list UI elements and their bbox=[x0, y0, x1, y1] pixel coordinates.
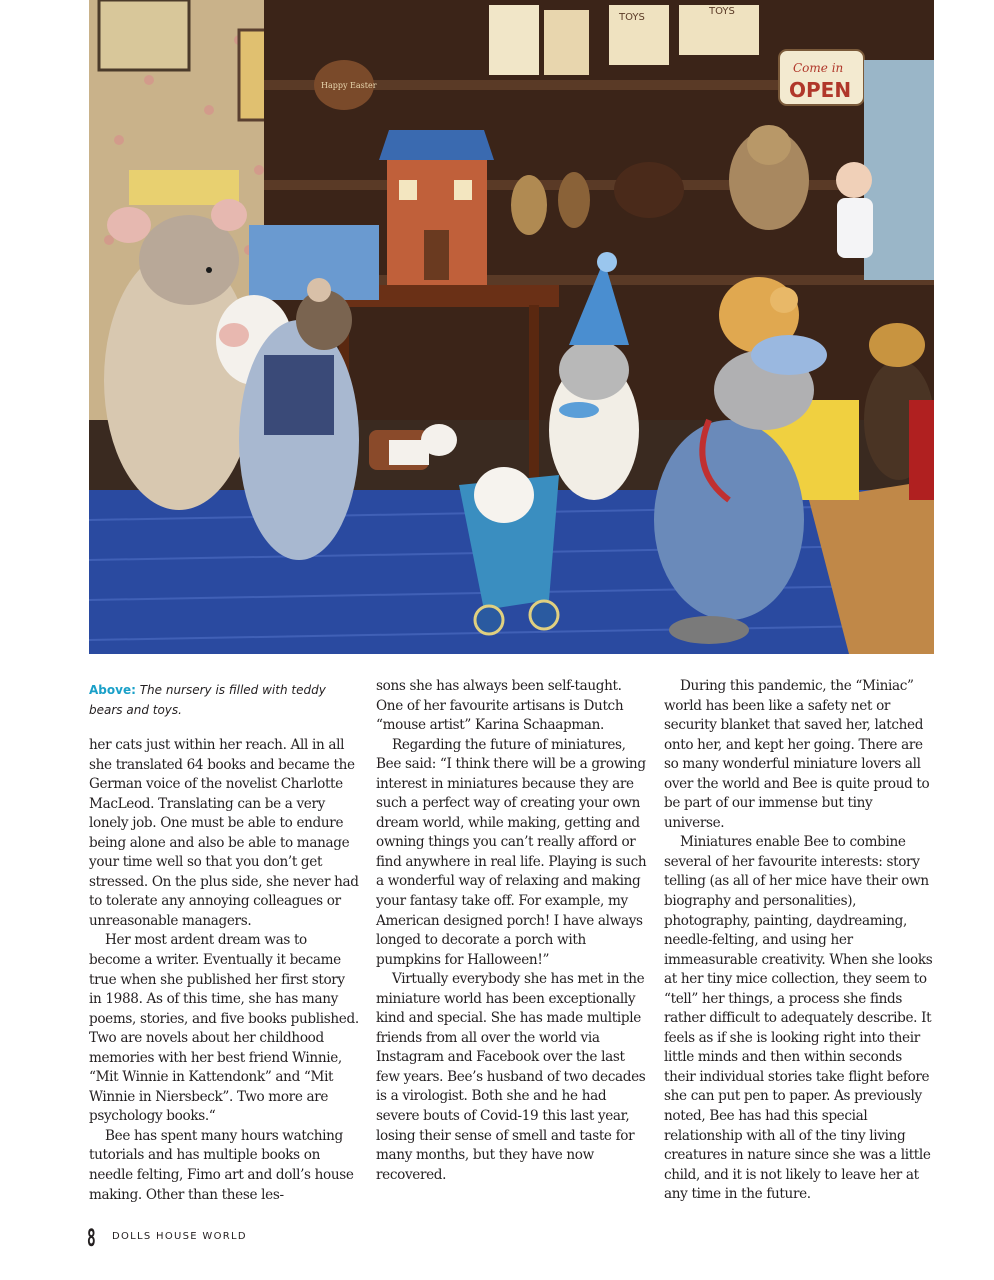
paragraph: During this pandemic, the “Miniac” world has been like a safety net or security blanket that saved her, latched onto her, and kept her going. There are so many wonderful miniature lovers all over the world and Bee is quite proud to be part of our immense but tiny universe. bbox=[664, 678, 930, 831]
photo-caption bbox=[89, 680, 359, 720]
caption-lead: Above: bbox=[89, 683, 136, 697]
paragraph: Regarding the future of miniatures, Bee said: “I think there will be a growing interest in miniatures because they are such a perfect way of creating your own dream world, while making, getting and owning things you can’t really afford or find anywhere in real life. Playing is such a wonderful way of relaxing and making your fantasy take off. For example, my American designed porch! I have always longed to decorate a porch with pumpkins for Halloween!” bbox=[376, 736, 647, 968]
magazine-name: DOLLS HOUSE WORLD bbox=[112, 1231, 247, 1242]
clock-text: Happy Easter bbox=[321, 81, 377, 90]
sign-come-in: Come in bbox=[793, 61, 844, 75]
sign-open: OPEN bbox=[789, 78, 852, 102]
nursery-photo bbox=[89, 0, 934, 654]
paragraph: Her most ardent dream was to become a writer. Eventually it became true when she published her first story in 1988. As of this time, she has many poems, stories, and five books published. Two are novels about her childhood memories with her best friend Winnie, “Mit Winnie in Kattendonk” and “Mit Winnie in Niersbeck”. Two more are psychology books.“ bbox=[89, 932, 359, 1125]
article-column-3 bbox=[664, 677, 936, 1205]
paragraph: Miniatures enable Bee to combine several of her favourite interests: story telling (as all of her mice have their own biography and personalities), photography, painting, daydreaming, needle-felting, and using her immeasurable creativity. When she looks at her tiny mice collection, they seem to “tell” her things, a process she finds rather difficult to adequately describe. It feels as if she is looking right into their little minds and then within seconds their individual stories take flight before she can put pen to paper. As previously noted, Bee has had this special relationship with all of the tiny living creatures in nature since she was a little child, and it is not likely to leave her at any time in the future. bbox=[664, 834, 933, 1203]
article-column-2 bbox=[376, 677, 648, 1185]
paragraph: Bee has spent many hours watching tutorials and has multiple books on needle felting, Fimo art and doll’s house making. Other than these les- bbox=[89, 1127, 354, 1203]
toys-box-label-1: TOYS bbox=[619, 12, 645, 23]
toys-box-label-2: TOYS bbox=[709, 6, 735, 17]
paragraph: her cats just within her reach. All in all she translated 64 books and became the German voice of the novelist Charlotte MacLeod. Translating can be a very lonely job. One must be able to endure being alone and also be able to manage your time well so that you don’t get stressed. On the plus side, she never had to tolerate any annoying colleagues or unreasonable managers. bbox=[89, 737, 359, 929]
caption-text: The nursery is filled with teddy bears and toys. bbox=[89, 683, 326, 717]
paragraph: sons she has always been self-taught. One of her favourite artisans is Dutch “mouse artist” Karina Schaapman. bbox=[376, 678, 624, 734]
page-number: 8 bbox=[87, 1224, 96, 1252]
article-column-1 bbox=[89, 736, 361, 1205]
paragraph: Virtually everybody she has met in the miniature world has been exceptionally kind and special. She has made multiple friends from all over the world via Instagram and Facebook over the last few years. Bee’s husband of two decades is a virologist. Both she and he had severe bouts of Covid-19 this last year, losing their sense of smell and taste for many months, but they have now recovered. bbox=[376, 971, 646, 1183]
